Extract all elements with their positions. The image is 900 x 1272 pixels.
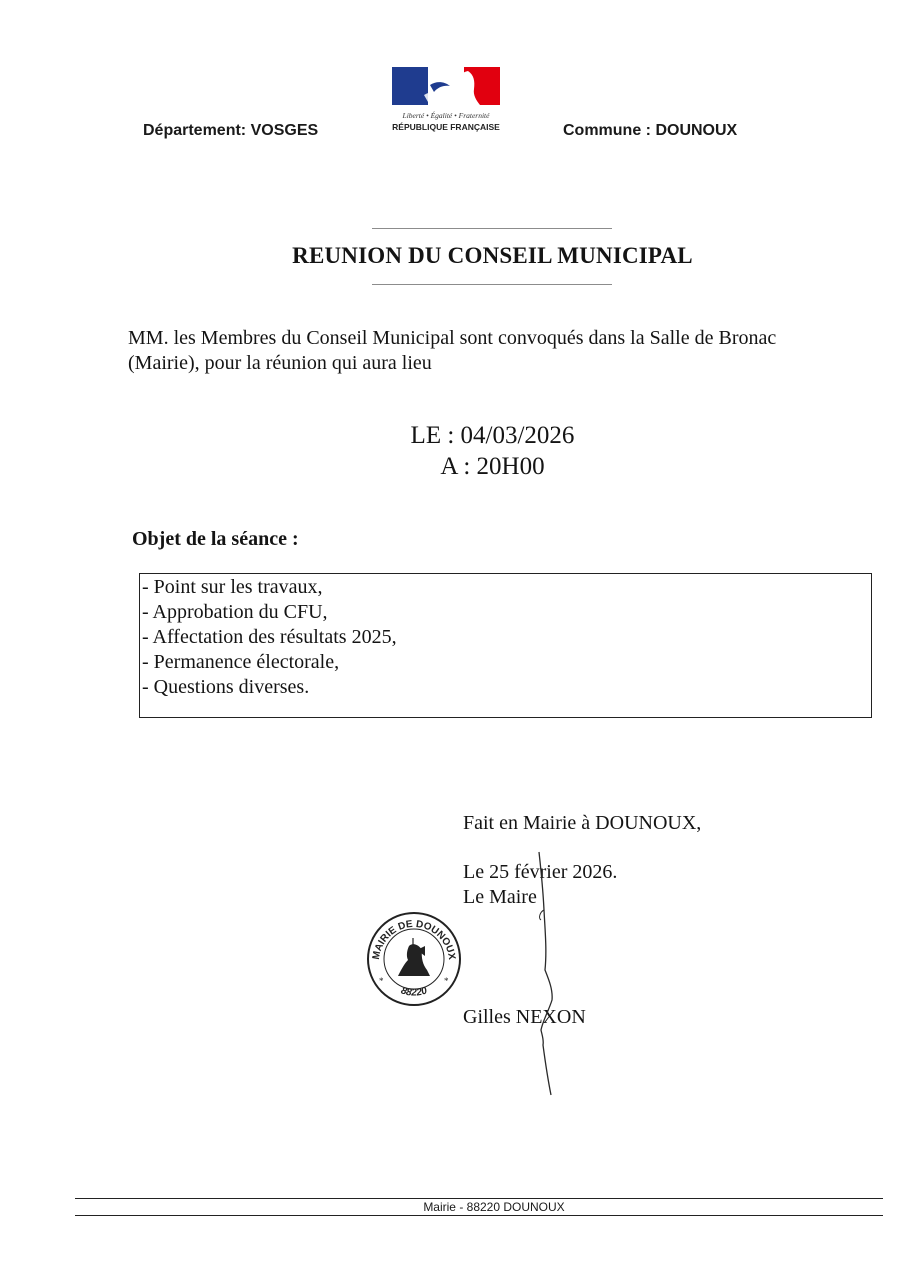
meeting-datetime xyxy=(0,420,900,482)
title-rule-top xyxy=(372,228,612,229)
mairie-stamp xyxy=(365,910,463,1008)
agenda-item: - Questions diverses. xyxy=(142,676,310,698)
meeting-date: LE : 04/03/2026 xyxy=(410,422,575,449)
republique-francaise-logo xyxy=(390,67,502,135)
convocation-line: (Mairie), pour la réunion qui aura lieu xyxy=(128,352,432,374)
signatory-name: Gilles NEXON xyxy=(463,1006,586,1028)
page-title: REUNION DU CONSEIL MUNICIPAL xyxy=(292,243,693,268)
convocation-text xyxy=(128,326,828,376)
svg-text:Liberté • Égalité • Fraternité: Liberté • Égalité • Fraternité xyxy=(402,111,490,120)
svg-text:88220: 88220 xyxy=(399,985,429,999)
agenda-item: - Approbation du CFU, xyxy=(142,601,328,623)
footer-rule-bottom xyxy=(75,1215,883,1216)
signed-at-place: Fait en Mairie à DOUNOUX, xyxy=(463,812,702,834)
meeting-time: A : 20H00 xyxy=(440,453,545,480)
commune-label: Commune : DOUNOUX xyxy=(563,122,738,139)
agenda-item: - Permanence électorale, xyxy=(142,651,340,673)
title-rule-bottom xyxy=(372,284,612,285)
agenda-box xyxy=(139,573,872,718)
svg-text:*: * xyxy=(444,976,449,986)
svg-text:*: * xyxy=(379,976,384,986)
departement-label: Département: VOSGES xyxy=(143,122,319,139)
svg-text:RÉPUBLIQUE FRANÇAISE: RÉPUBLIQUE FRANÇAISE xyxy=(392,122,500,132)
handwritten-signature xyxy=(525,850,570,1100)
footer-address: Mairie - 88220 DOUNOUX xyxy=(423,1200,565,1214)
footer-rule-top xyxy=(75,1198,883,1199)
agenda-item: - Affectation des résultats 2025, xyxy=(142,626,397,648)
convocation-line: MM. les Membres du Conseil Municipal sont convoqués dans la Salle de Bronac xyxy=(128,327,777,349)
signatory-role: Le Maire xyxy=(463,886,537,908)
agenda-heading: Objet de la séance : xyxy=(132,528,299,550)
agenda-item: - Point sur les travaux, xyxy=(142,576,323,598)
svg-text:MAIRIE DE DOUNOUX: MAIRIE DE DOUNOUX xyxy=(370,918,458,961)
signature-date: Le 25 février 2026. xyxy=(463,861,618,883)
